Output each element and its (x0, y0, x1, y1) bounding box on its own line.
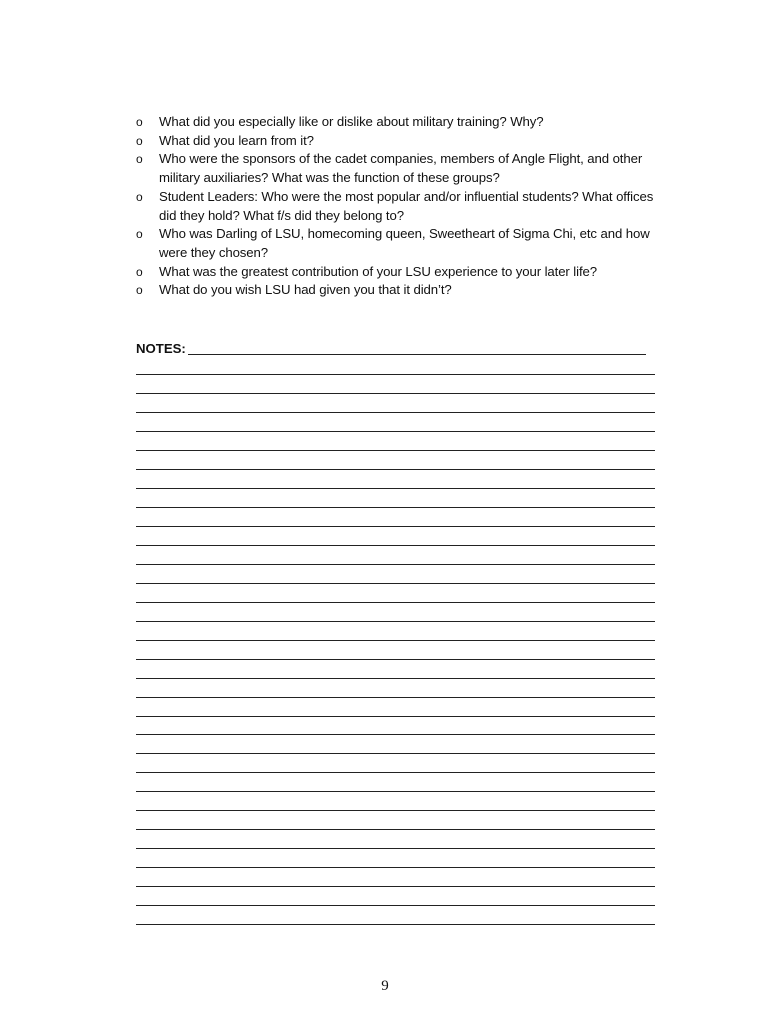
note-line[interactable] (136, 829, 655, 830)
bullet-icon: o (136, 115, 143, 129)
bullet-icon: o (136, 133, 143, 148)
note-line[interactable] (136, 545, 655, 546)
notes-header (136, 340, 646, 358)
note-line[interactable] (136, 810, 655, 811)
question-text: What did you learn from it? (159, 132, 314, 148)
question-item (136, 263, 666, 282)
question-text: Student Leaders: Who were the most popular and/or influential students? What offices did they hold? What f/s did they belong to? (159, 188, 654, 223)
page-number: 9 (381, 978, 389, 994)
bullet-icon: o (136, 227, 143, 242)
notes-first-line[interactable] (188, 354, 646, 355)
bullet-icon: o (136, 189, 143, 204)
note-line[interactable] (136, 507, 655, 508)
note-line[interactable] (136, 867, 655, 868)
question-text: Who were the sponsors of the cadet companies, members of Angle Flight, and other military auxiliaries? What was the function of these groups? (159, 151, 643, 186)
note-line[interactable] (136, 905, 655, 906)
notes-label: NOTES: (136, 341, 186, 356)
question-item (136, 113, 666, 132)
note-line[interactable] (136, 431, 655, 432)
question-item (136, 132, 666, 151)
question-text: Who was Darling of LSU, homecoming queen, Sweetheart of Sigma Chi, etc and how were they chosen? (159, 226, 650, 260)
note-line[interactable] (136, 564, 655, 565)
note-line[interactable] (136, 924, 655, 925)
note-line[interactable] (136, 526, 655, 527)
note-line[interactable] (136, 602, 655, 603)
bullet-icon: o (136, 152, 143, 167)
note-line[interactable] (136, 791, 655, 792)
bullet-icon: o (136, 283, 143, 298)
note-line[interactable] (136, 488, 655, 489)
note-line[interactable] (136, 469, 655, 470)
note-line[interactable] (136, 583, 655, 584)
note-line[interactable] (136, 374, 655, 375)
note-line[interactable] (136, 412, 655, 413)
question-item (136, 188, 666, 225)
question-text: What do you wish LSU had given you that it didn’t? (159, 282, 452, 298)
note-line[interactable] (136, 753, 655, 754)
note-line[interactable] (136, 716, 655, 717)
note-line[interactable] (136, 659, 655, 660)
note-line[interactable] (136, 848, 655, 849)
note-line[interactable] (136, 640, 655, 641)
note-line[interactable] (136, 678, 655, 679)
question-item (136, 150, 666, 187)
note-line[interactable] (136, 772, 655, 773)
question-item (136, 281, 666, 300)
question-text: What did you especially like or dislike about military training? Why? (159, 114, 544, 129)
bullet-icon: o (136, 264, 143, 279)
note-line[interactable] (136, 621, 655, 622)
note-line[interactable] (136, 886, 655, 887)
note-line[interactable] (136, 734, 655, 735)
note-line[interactable] (136, 450, 655, 451)
note-line[interactable] (136, 393, 655, 394)
note-line[interactable] (136, 697, 655, 698)
question-text: What was the greatest contribution of your LSU experience to your later life? (159, 263, 597, 279)
question-item (136, 225, 666, 262)
question-list (136, 113, 666, 300)
